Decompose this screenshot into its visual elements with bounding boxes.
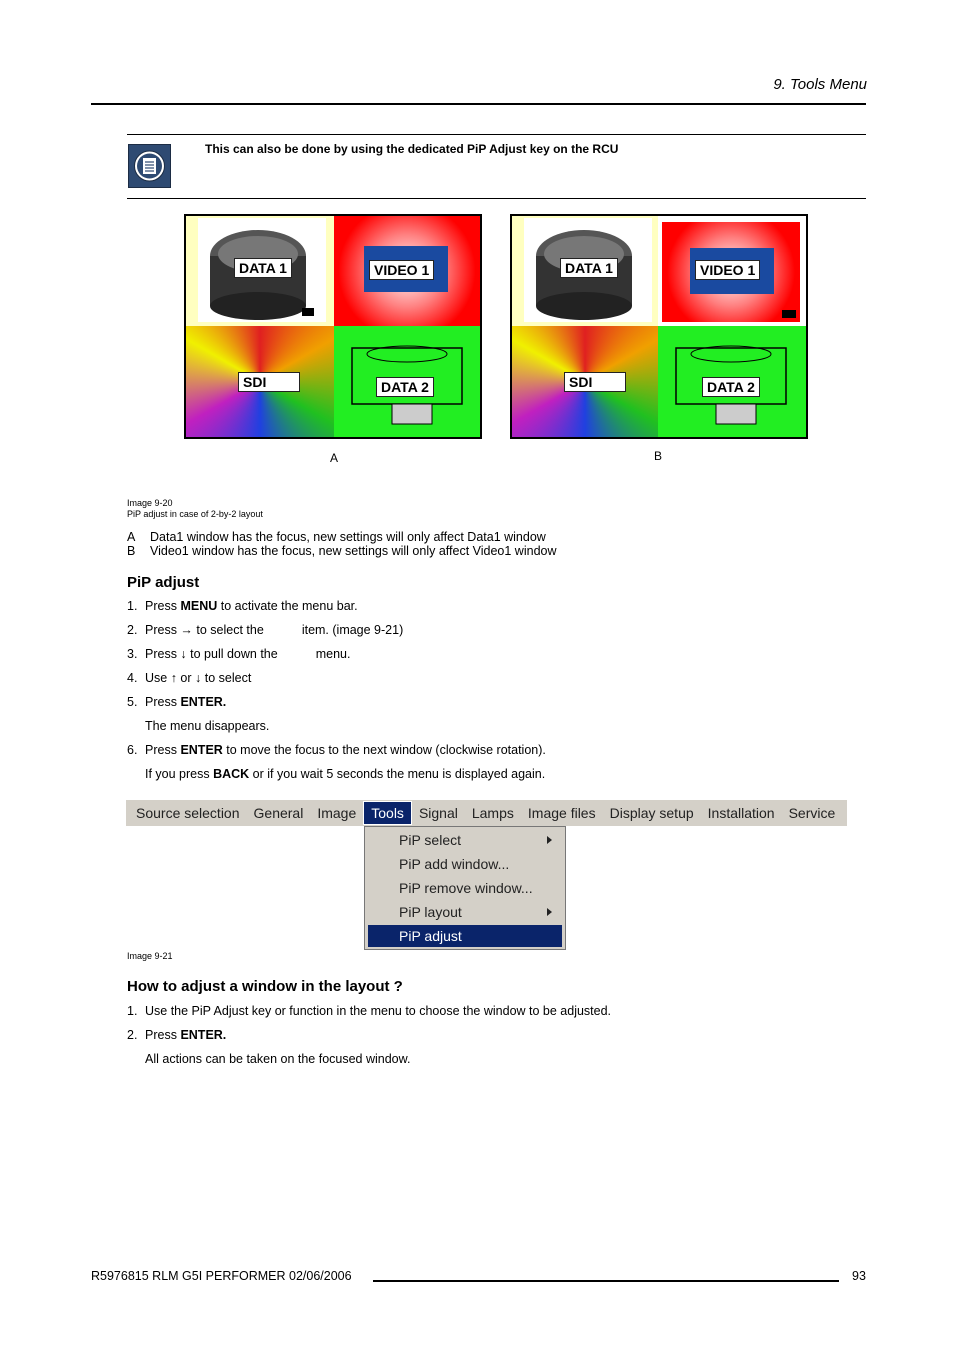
menu-lamps[interactable]: Lamps — [471, 805, 514, 821]
dropdown-item-pip-remove-window[interactable]: PiP remove window... — [399, 880, 533, 896]
note-top-rule — [127, 134, 866, 135]
note-document-icon — [128, 144, 171, 188]
menu-bar — [126, 800, 847, 826]
step-6: 6. Press ENTER to move the focus to the next window (clockwise rotation). — [127, 743, 546, 757]
footer-doc-info: R5976815 RLM G5I PERFORMER 02/06/2006 — [91, 1269, 352, 1283]
menu-display-setup[interactable]: Display setup — [609, 805, 694, 821]
dropdown-item-pip-select[interactable]: PiP select — [368, 829, 562, 851]
panel-a-tag: A — [330, 451, 339, 465]
video1-label: VIDEO 1 — [695, 260, 760, 280]
footer-rule — [373, 1280, 839, 1282]
layout-panel-b — [510, 214, 808, 439]
note-text: This can also be done by using the dedicated PiP Adjust key on the RCU — [205, 142, 619, 156]
menu-image[interactable]: Image — [317, 805, 357, 821]
header-rule — [91, 103, 866, 105]
data1-label: DATA 1 — [560, 258, 618, 278]
image-caption-id-21: Image 9-21 — [127, 951, 173, 961]
adjust-step-2-result: All actions can be taken on the focused window. — [145, 1052, 411, 1066]
legend-item-b: B Video1 window has the focus, new settings will only affect Video1 window — [127, 544, 557, 558]
section-title: 9. Tools Menu — [773, 76, 867, 93]
menu-signal[interactable]: Signal — [418, 805, 458, 821]
submenu-arrow-icon — [547, 836, 552, 844]
menu-installation[interactable]: Installation — [707, 805, 775, 821]
menu-tools[interactable]: Tools — [363, 801, 412, 825]
step-2: 2. Press → to select the item. (image 9-21) — [127, 623, 404, 637]
video1-label: VIDEO 1 — [369, 260, 434, 280]
step-3: 3. Press ↓ to pull down the menu. — [127, 647, 351, 661]
dropdown-item-pip-add-window[interactable]: PiP add window... — [399, 856, 510, 872]
section-heading-pip-adjust: PiP adjust — [127, 574, 200, 591]
panel-b-tag: B — [654, 449, 663, 463]
data2-label: DATA 2 — [376, 377, 434, 397]
dropdown-item-pip-adjust[interactable]: PiP adjust — [368, 925, 562, 947]
sdi-label: SDI — [564, 372, 626, 392]
step-6-note: If you press BACK or if you wait 5 seconds the menu is displayed again. — [145, 767, 546, 781]
section-heading-how-to-adjust: How to adjust a window in the layout ? — [127, 978, 403, 995]
layout-panel-a — [184, 214, 482, 439]
image-caption-text: PiP adjust in case of 2-by-2 layout — [127, 509, 263, 519]
submenu-arrow-icon — [547, 908, 552, 916]
dropdown-item-pip-layout[interactable]: PiP layout — [368, 901, 562, 923]
sdi-label: SDI — [238, 372, 300, 392]
image-caption-id: Image 9-20 — [127, 498, 173, 508]
menu-image-files[interactable]: Image files — [527, 805, 596, 821]
data2-label: DATA 2 — [702, 377, 760, 397]
tools-dropdown — [364, 826, 566, 950]
menu-service[interactable]: Service — [788, 805, 836, 821]
adjust-step-1: 1. Use the PiP Adjust key or function in the menu to choose the window to be adjusted. — [127, 1004, 612, 1018]
step-4: 4. Use ↑ or ↓ to select — [127, 671, 252, 685]
menu-general[interactable]: General — [253, 805, 304, 821]
note-bottom-rule — [127, 198, 866, 199]
menu-source-selection[interactable]: Source selection — [136, 805, 240, 821]
legend-item-a: A Data1 window has the focus, new settings will only affect Data1 window — [127, 530, 546, 544]
data1-label: DATA 1 — [234, 258, 292, 278]
adjust-step-2: 2. Press ENTER. — [127, 1028, 227, 1042]
step-5-result: The menu disappears. — [145, 719, 270, 733]
step-1: 1. Press MENU to activate the menu bar. — [127, 599, 358, 613]
page-number: 93 — [852, 1269, 866, 1283]
step-5: 5. Press ENTER. — [127, 695, 227, 709]
